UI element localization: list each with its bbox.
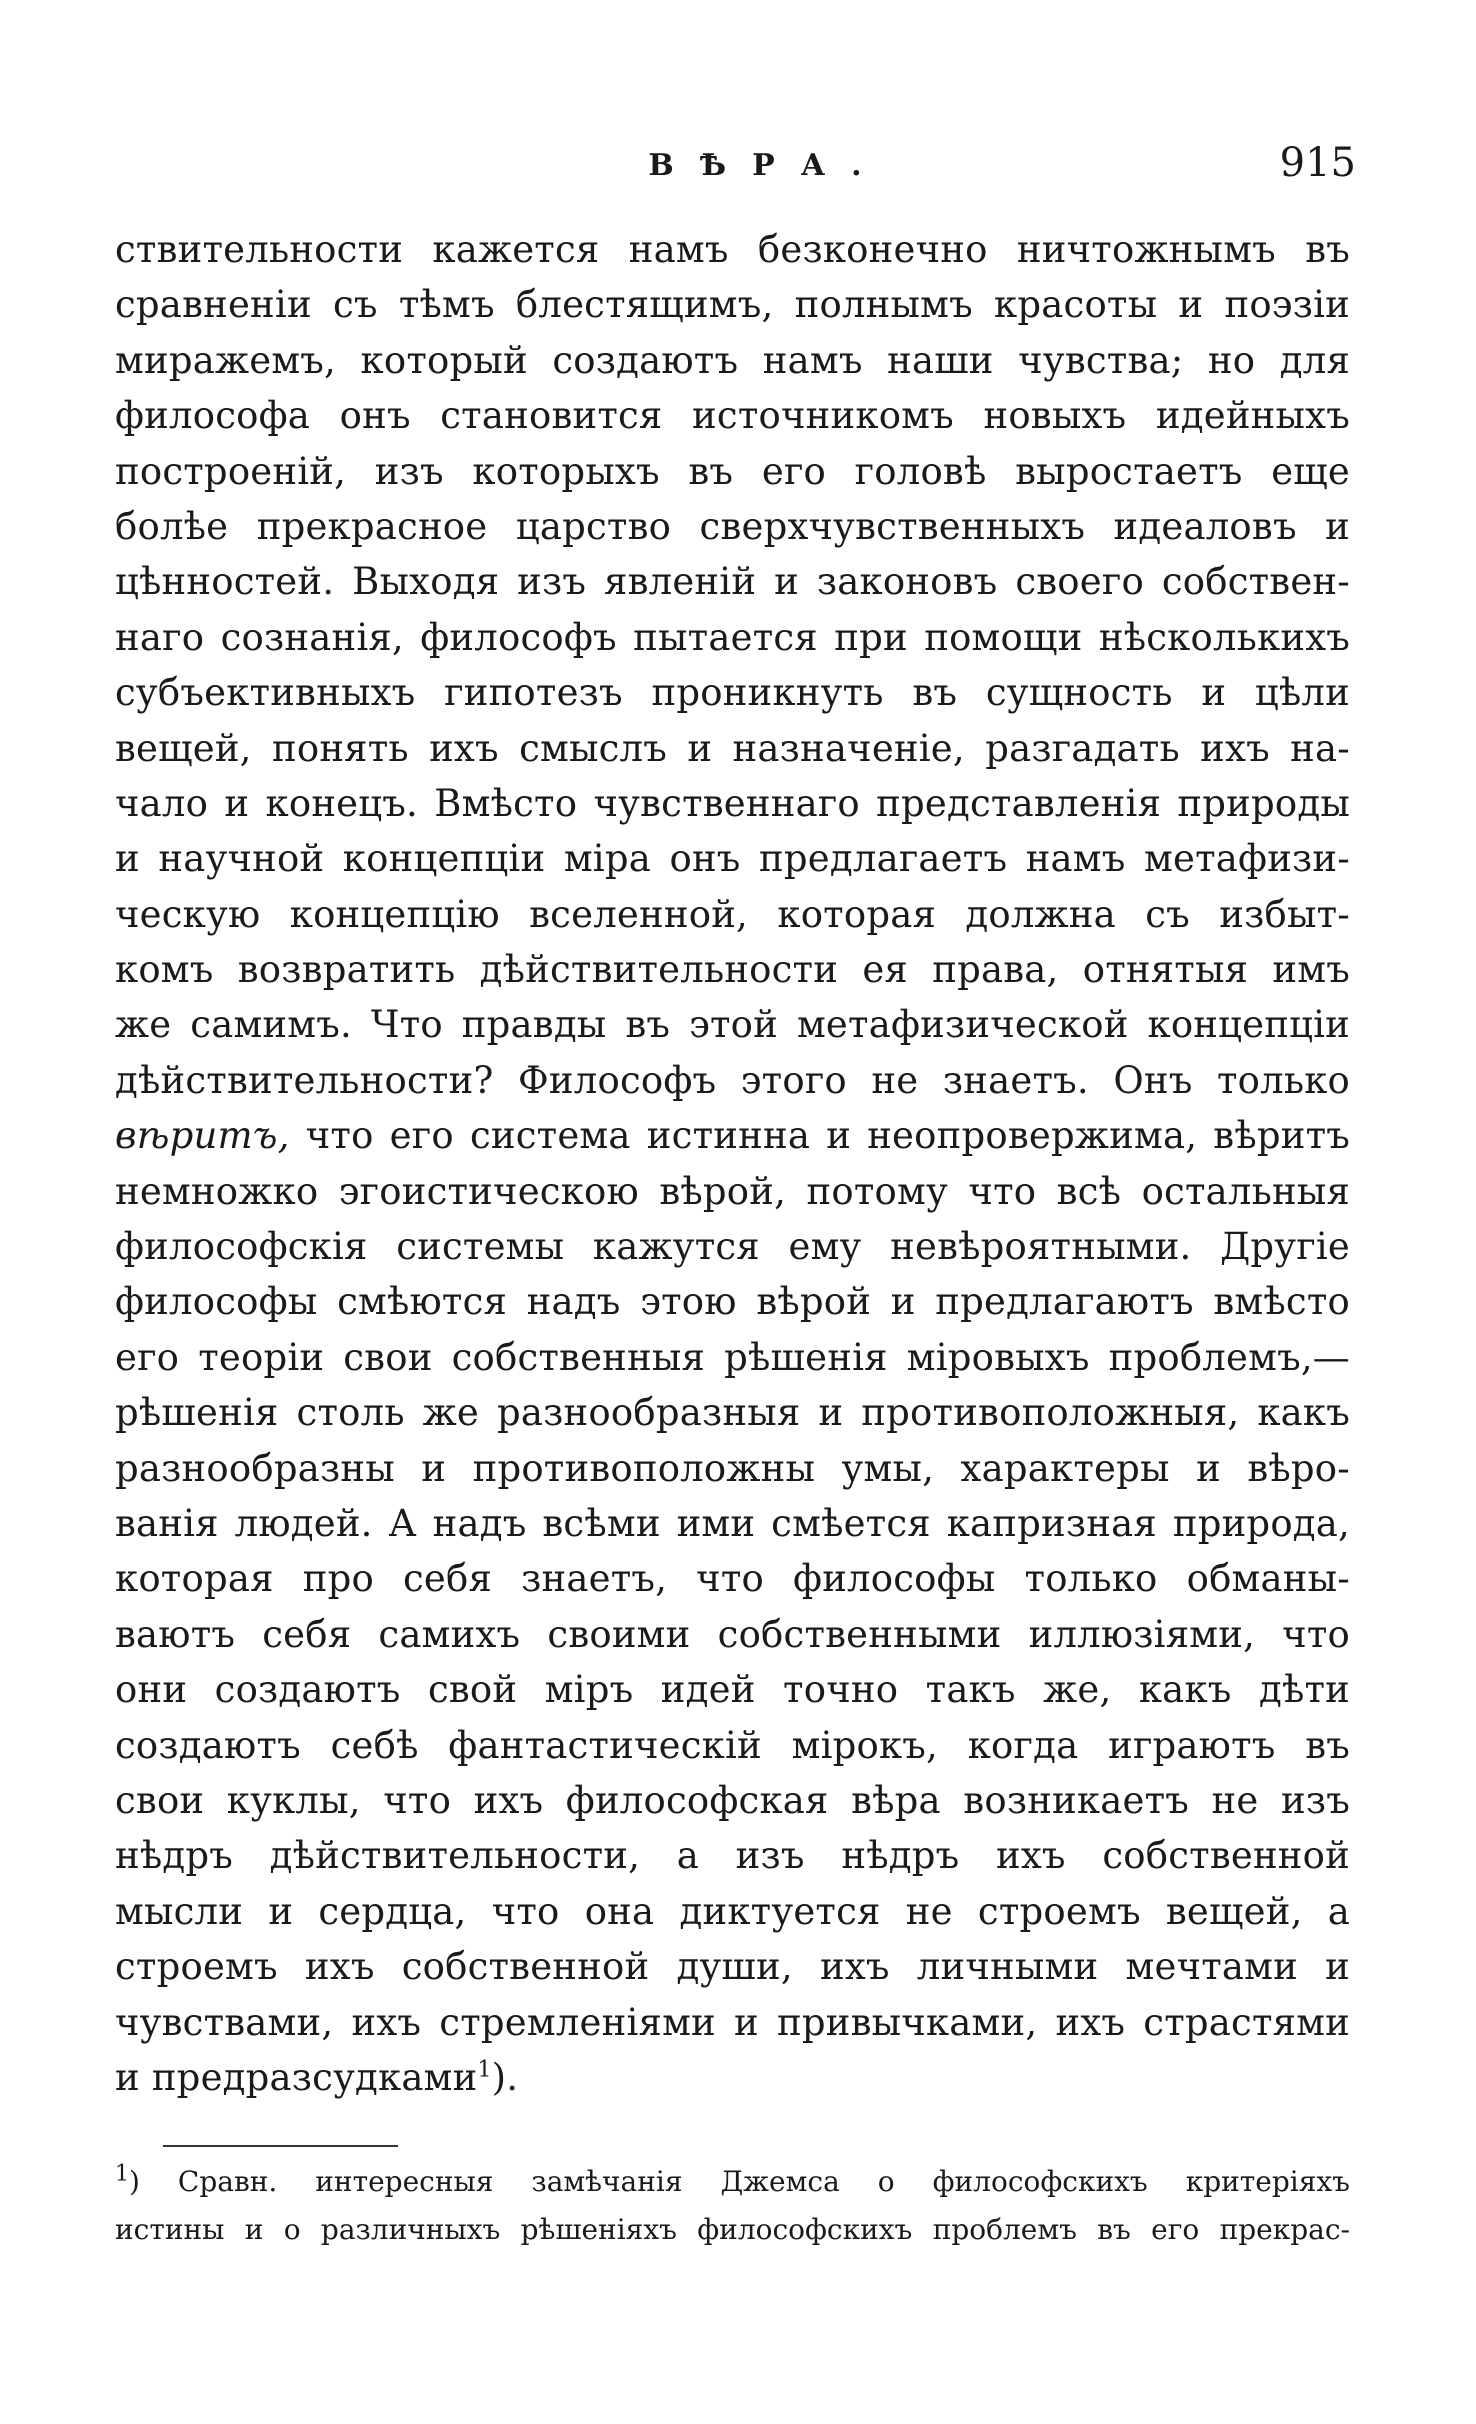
line-rest: что его система истинна и неопровержима, вѣритъ [289, 1114, 1350, 1158]
text-line: мысли и сердца, что она диктуется не строемъ вещей, а [115, 1889, 1350, 1933]
text-line: создаютъ себѣ фантастическій мірокъ, когда играютъ въ [115, 1723, 1350, 1767]
footnote-line: истины и о различныхъ рѣшеніяхъ философскихъ проблемъ въ его прекрас- [115, 2213, 1350, 2246]
text-line: рѣшенія столь же разнообразныя и противоположныя, какъ [115, 1391, 1350, 1435]
running-head: ВѢРА. [648, 148, 888, 183]
footnotes [115, 2158, 1350, 2254]
text-line: немножко эгоистическою вѣрой, потому что всѣ остальныя [115, 1169, 1350, 1213]
page-header [0, 140, 1476, 200]
page-number: 915 [1279, 140, 1356, 186]
text-line: миражемъ, который создаютъ намъ наши чувства; но для [115, 338, 1350, 382]
text-line: ванія людей. А надъ всѣми ими смѣется капризная природа, [115, 1501, 1350, 1545]
text-line: философа онъ становится источникомъ новыхъ идейныхъ [115, 394, 1350, 438]
text-line: вещей, понять ихъ смыслъ и назначеніе, разгадать ихъ на- [115, 726, 1350, 770]
final-line-tail: ). [491, 2055, 519, 2099]
body-text [115, 222, 1350, 2105]
text-line: сравненіи съ тѣмъ блестящимъ, полнымъ красоты и поэзіи [115, 283, 1350, 327]
text-line: строемъ ихъ собственной души, ихъ личными мечтами и [115, 1945, 1350, 1989]
text-line: субъективныхъ гипотезъ проникнуть въ сущность и цѣли [115, 671, 1350, 715]
text-line: его теоріи свои собственныя рѣшенія міровыхъ проблемъ,— [115, 1335, 1350, 1379]
text-line: ствительности кажется намъ безконечно ничтожнымъ въ [115, 228, 1350, 271]
text-line: философскія системы кажутся ему невѣроятными. Другіе [115, 1225, 1350, 1269]
text-line-with-italic [115, 1108, 1350, 1163]
text-line: же самимъ. Что правды въ этой метафизической концепціи [115, 1003, 1350, 1047]
footnote-divider [163, 2145, 398, 2147]
text-line: нѣдръ дѣйствительности, а изъ нѣдръ ихъ собственной [115, 1834, 1350, 1878]
footnote-line [115, 2158, 1350, 2206]
text-line: свои куклы, что ихъ философская вѣра возникаетъ не изъ [115, 1778, 1350, 1822]
text-line: ческую концепцію вселенной, которая должна съ избыт- [115, 892, 1350, 936]
text-line: философы смѣются надъ этою вѣрой и предлагаютъ вмѣсто [115, 1280, 1350, 1324]
text-line: построеній, изъ которыхъ въ его головѣ выростаетъ еще [115, 449, 1350, 493]
text-line: дѣйствительности? Философъ этого не знаетъ. Онъ только [115, 1058, 1350, 1102]
italic-word: вѣритъ, [115, 1114, 290, 1158]
text-line: болѣе прекрасное царство сверхчувственныхъ идеаловъ и [115, 504, 1350, 548]
text-line: которая про себя знаетъ, что философы только обманы- [115, 1557, 1350, 1601]
footnote-reference: 1 [477, 2057, 492, 2083]
text-line: комъ возвратить дѣйствительности ея права, отнятыя имъ [115, 948, 1350, 992]
text-line: разнообразны и противоположны умы, характеры и вѣро- [115, 1446, 1350, 1490]
footnote-marker: 1 [115, 2161, 129, 2187]
text-line: ваютъ себя самихъ своими собственными иллюзіями, что [115, 1612, 1350, 1656]
text-line: и научной концепціи міра онъ предлагаетъ намъ метафизи- [115, 837, 1350, 881]
text-line: чувствами, ихъ стремленіями и привычками, ихъ страстями [115, 2000, 1350, 2044]
text-line: наго сознанія, философъ пытается при помощи нѣсколькихъ [115, 615, 1350, 659]
text-line: цѣнностей. Выходя изъ явленій и законовъ своего собствен- [115, 560, 1350, 604]
text-line: чало и конецъ. Вмѣсто чувственнаго представленія природы [115, 781, 1350, 825]
final-text-line [115, 2050, 1350, 2105]
text-line: они создаютъ свой міръ идей точно такъ же, какъ дѣти [115, 1668, 1350, 1712]
final-line-text: и предразсудками [115, 2055, 478, 2099]
footnote-text: ) Сравн. интересныя замѣчанія Джемса о философскихъ критеріяхъ [129, 2165, 1350, 2198]
